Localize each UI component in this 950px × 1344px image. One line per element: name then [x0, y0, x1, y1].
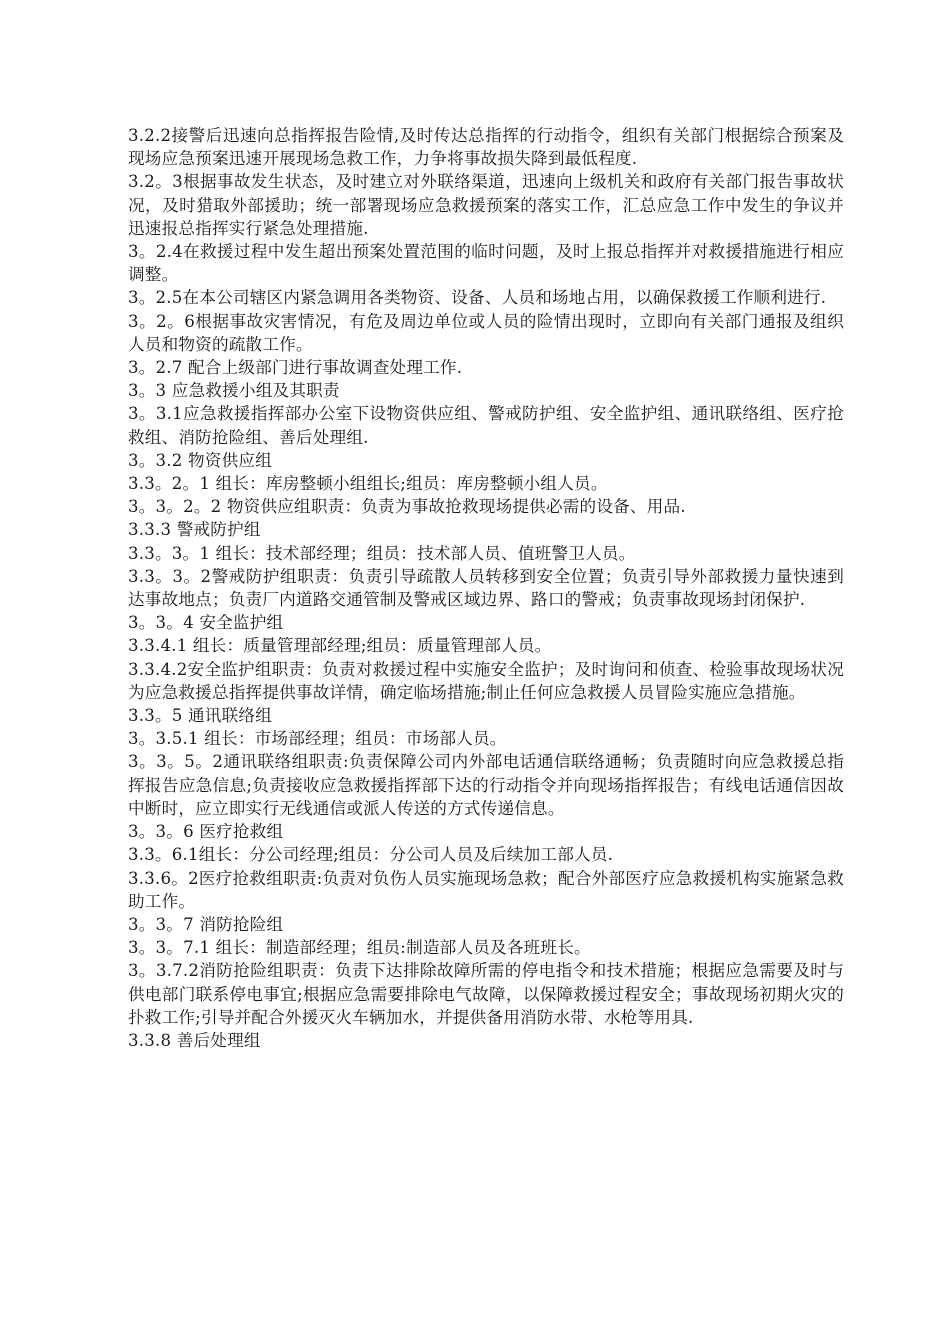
paragraph: 3。3。5。2通讯联络组职责:负责保障公司内外部电话通信联络通畅；负责随时向应急救援总指挥报告应急信息;负责接收应急救援指挥部下达的行动指令并向现场指挥报告；有线电话通信因故中断时，应立即实行无线通信或派人传送的方式传递信息。: [128, 752, 844, 818]
section-heading: 3。3 应急救援小组及其职责: [128, 381, 340, 401]
subsection-heading: 3。3。6 医疗抢救组: [128, 822, 284, 842]
document-body: [128, 124, 844, 1052]
paragraph: 3.3。2。1 组长：库房整顿小组组长;组员：库房整顿小组人员。: [128, 474, 608, 494]
paragraph: 3.3。6.1组长：分公司经理;组员：分公司人员及后续加工部人员.: [128, 845, 614, 865]
paragraph: 3.2。3根据事故发生状态，及时建立对外联络渠道，迅速向上级机关和政府有关部门报告事故状况，及时猎取外部援助；统一部署现场应急救援预案的落实工作，汇总应急工作中发生的争议并迅速报总指挥实行紧急处理措施.: [128, 172, 844, 238]
paragraph: 3。2.7 配合上级部门进行事故调查处理工作.: [128, 358, 463, 378]
subsection-heading: 3.3.8 善后处理组: [128, 1030, 261, 1050]
paragraph: 3。2.5在本公司辖区内紧急调用各类物资、设备、人员和场地占用，以确保救援工作顺利进行.: [128, 288, 827, 308]
subsection-heading: 3。3。7 消防抢险组: [128, 914, 284, 934]
paragraph: 3.3。3。1 组长：技术部经理；组员：技术部人员、值班警卫人员。: [128, 543, 636, 563]
paragraph: 3.3。3。2警戒防护组职责：负责引导疏散人员转移到安全位置；负责引导外部救援力量快速到达事故地点；负责厂内道路交通管制及警戒区域边界、路口的警戒；负责事故现场封闭保护.: [128, 566, 844, 610]
paragraph: 3。3.7.2消防抢险组职责：负责下达排除故障所需的停电指令和技术措施；根据应急需要及时与供电部门联系停电事宜;根据应急需要排除电气故障，以保障救援过程安全；事故现场初期火灾的扑救工作;引导并配合外援灭火车辆加水，并提供备用消防水带、水枪等用具.: [128, 961, 844, 1027]
paragraph: 3。3.5.1 组长：市场部经理；组员：市场部人员。: [128, 729, 507, 749]
paragraph: 3。2.4在救援过程中发生超出预案处置范围的临时问题，及时上报总指挥并对救援措施进行相应调整。: [128, 242, 844, 285]
paragraph: 3.2.2接警后迅速向总指挥报告险情,及时传达总指挥的行动指令，组织有关部门根据综合预案及现场应急预案迅速开展现场急救工作，力争将事故损失降到最低程度.: [128, 126, 844, 169]
paragraph: 3。3。2。2 物资供应组职责：负责为事故抢救现场提供必需的设备、用品.: [128, 497, 686, 517]
paragraph: 3。3.1应急救援指挥部办公室下设物资供应组、警戒防护组、安全监护组、通讯联络组、医疗抢救组、消防抢险组、善后处理组.: [128, 404, 844, 447]
paragraph: 3。3。7.1 组长：制造部经理；组员:制造部人员及各班班长。: [128, 938, 591, 958]
subsection-heading: 3.3。5 通讯联络组: [128, 706, 272, 726]
paragraph: 3.3.4.1 组长：质量管理部经理;组员：质量管理部人员。: [128, 636, 552, 656]
subsection-heading: 3。3.2 物资供应组: [128, 450, 272, 470]
paragraph: 3.3.6。2医疗抢救组职责:负责对负伤人员实施现场急救；配合外部医疗应急救援机构实施紧急救助工作。: [128, 868, 844, 911]
subsection-heading: 3.3.3 警戒防护组: [128, 520, 261, 540]
subsection-heading: 3。3。4 安全监护组: [128, 613, 284, 633]
paragraph: 3。2。6根据事故灾害情况，有危及周边单位或人员的险情出现时，立即向有关部门通报及组织人员和物资的疏散工作。: [128, 311, 844, 354]
paragraph: 3.3.4.2安全监护组职责：负责对救援过程中实施安全监护；及时询问和侦查、检验事故现场状况为应急救援总指挥提供事故详情，确定临场措施;制止任何应急救援人员冒险实施应急措施。: [128, 659, 844, 702]
